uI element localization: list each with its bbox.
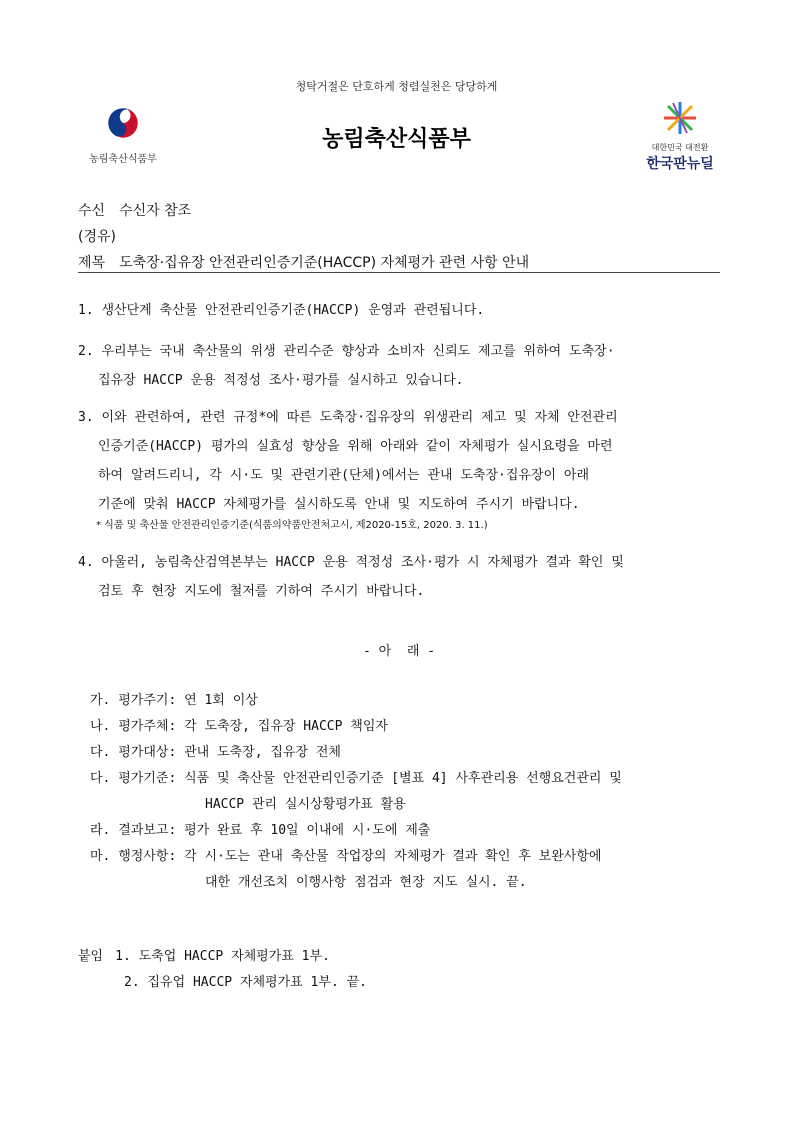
document-body <box>78 296 720 1016</box>
paragraph-line: 1. 생산단계 축산물 안전관리인증기준(HACCP) 운영과 관련됩니다. <box>78 303 485 318</box>
ministry-title: 농림축산식품부 <box>322 127 471 152</box>
below-heading: - 아 래 - <box>362 644 436 659</box>
attachments <box>78 944 367 996</box>
paragraph-line: 기준에 맞춰 HACCP 자체평가를 실시하도록 안내 및 지도하여 주시기 바랍니다. <box>98 497 580 512</box>
new-deal-tagline: 대한민국 대전환 <box>651 143 709 152</box>
attachment-entry: 1. 도축업 HACCP 자체평가표 1부. <box>115 949 330 964</box>
paragraph-line: 4. 아울러, 농림축산검역본부는 HACCP 운용 적정성 조사·평가 시 자체평가 결과 확인 및 <box>78 555 624 570</box>
paragraph-line: 2. 우리부는 국내 축산물의 위생 관리수준 향상과 소비자 신뢰도 제고를 위하여 도축장· <box>78 344 615 359</box>
recipient-label: 수신 <box>78 203 106 219</box>
detail-continuation-text: 대한 개선조치 이행사항 점검과 현장 지도 실시. 끝. <box>205 875 527 890</box>
detail-item-continuation <box>90 792 622 818</box>
subject-label: 제목 <box>78 255 106 271</box>
paragraph-line: 3. 이와 관련하여, 관련 규정*에 따른 도축장·집유장의 위생관리 제고 및 자체 안전관리 <box>78 410 618 425</box>
recipient-value: 수신자 참조 <box>119 203 192 219</box>
paragraph-4 <box>78 548 720 606</box>
subject-value: 도축장·집유장 안전관리인증기준(HACCP) 자체평가 관련 사항 안내 <box>119 255 530 271</box>
detail-item: 나. 평가주체: 각 도축장, 집유장 HACCP 책임자 <box>90 719 388 734</box>
detail-item-continuation <box>90 870 622 896</box>
details-list <box>90 688 622 896</box>
korean-new-deal-logo <box>632 100 728 173</box>
paragraph-line: 집유장 HACCP 운용 적정성 조사·평가를 실시하고 있습니다. <box>98 373 464 388</box>
subject-divider <box>78 272 720 273</box>
paragraph-line: 하여 알려드리니, 각 시·도 및 관련기관(단체)에서는 관내 도축장·집유장이 아래 <box>98 468 590 483</box>
detail-item: 다. 평가기준: 식품 및 축산물 안전관리인증기준 [별표 4] 사후관리용 선행요건관리 및 <box>90 771 622 786</box>
attachment-row <box>78 944 367 970</box>
new-deal-burst-icon <box>660 100 700 136</box>
attachment-label: 붙임 <box>78 949 104 964</box>
recipient-row <box>78 200 191 220</box>
slogan: 청탁거절은 단호하게 청렴실천은 당당하게 <box>295 80 498 93</box>
footnote: * 식품 및 축산물 안전관리인증기준(식품의약품안전처고시, 제2020-15호, 2020. 3. 11.) <box>96 520 488 531</box>
detail-item: 라. 결과보고: 평가 완료 후 10일 이내에 시·도에 제출 <box>90 823 431 838</box>
paragraph-line: 검토 후 현장 지도에 철저를 기하여 주시기 바랍니다. <box>98 584 425 599</box>
detail-item: 마. 행정사항: 각 시·도는 관내 축산물 작업장의 자체평가 결과 확인 후 보완사항에 <box>90 849 602 864</box>
paragraph-3 <box>78 403 720 519</box>
paragraph-line: 인증기준(HACCP) 평가의 실효성 향상을 위해 아래와 같이 자체평가 실시요령을 마련 <box>98 439 613 454</box>
attachment-entry: 2. 집유업 HACCP 자체평가표 1부. 끝. <box>124 975 367 990</box>
subject-row <box>78 252 529 272</box>
via-row <box>78 226 116 246</box>
paragraph-1 <box>78 296 720 325</box>
detail-continuation-text: HACCP 관리 실시상황평가표 활용 <box>205 797 406 812</box>
ministry-logo-caption: 농림축산식품부 <box>89 154 157 165</box>
paragraph-2 <box>78 337 720 395</box>
attachment-row <box>78 970 367 996</box>
detail-item: 가. 평가주기: 연 1회 이상 <box>90 693 258 708</box>
via-label: (경유) <box>78 229 116 245</box>
detail-item: 다. 평가대상: 관내 도축장, 집유장 전체 <box>90 745 341 760</box>
new-deal-wordmark: 한국판뉴딜 <box>646 156 714 172</box>
